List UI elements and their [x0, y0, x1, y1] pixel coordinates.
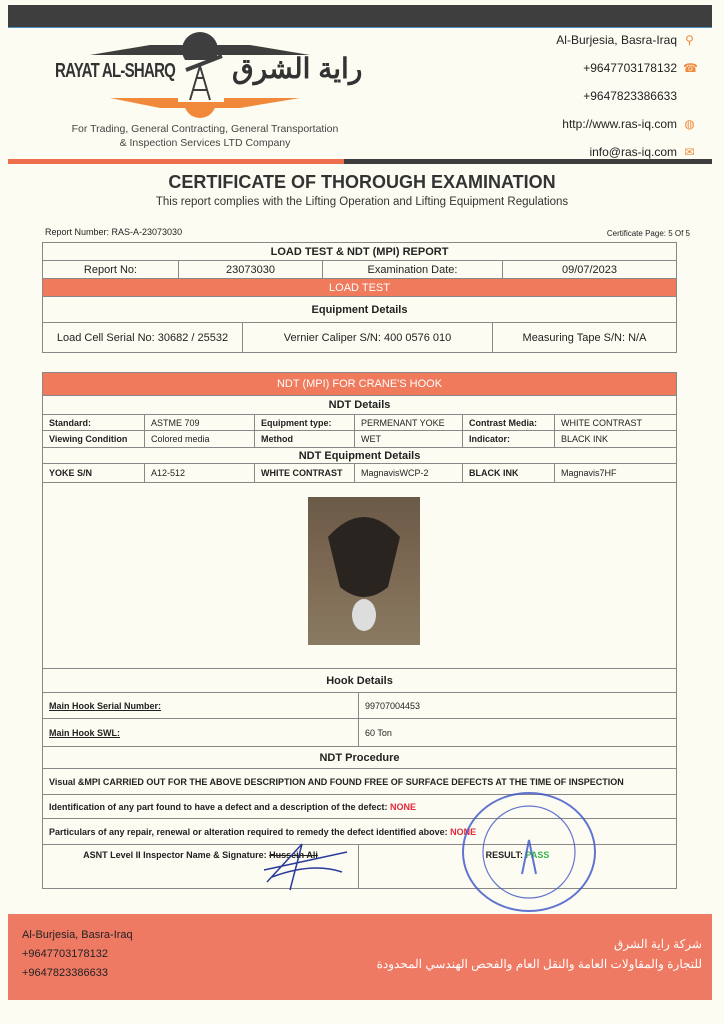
footer-arabic: [377, 934, 702, 974]
cell: WHITE CONTRAST: [555, 415, 677, 431]
footer-phone-2: +9647823386633: [22, 967, 108, 979]
load-cell-serial: Load Cell Serial No: 30682 / 25532: [43, 323, 243, 353]
tagline-line-2: & Inspection Services LTD Company: [119, 137, 291, 149]
cell: Method: [255, 431, 355, 448]
company-tagline: [40, 122, 370, 150]
exam-date-value: 09/07/2023: [503, 261, 677, 279]
caliper-serial: Vernier Caliper S/N: 400 0576 010: [243, 323, 493, 353]
location-pin-icon: ⚲: [685, 32, 694, 47]
cell: A12-512: [145, 464, 255, 483]
company-stamp-icon: [462, 792, 596, 912]
contact-phone-2: [556, 82, 696, 110]
ndt-details-row: [43, 431, 677, 448]
footer-ar-name: شركة راية الشرق: [613, 937, 702, 951]
footer-contacts: [22, 926, 133, 983]
cell: Contrast Media:: [463, 415, 555, 431]
ndt-heading: NDT (MPI) FOR CRANE'S HOOK: [43, 373, 677, 396]
ndt-procedure-heading: NDT Procedure: [43, 747, 677, 769]
signature-icon: [262, 842, 352, 892]
defect-label: Identification of any part found to have a defect and a description of the defect:: [49, 801, 391, 812]
equipment-details-heading: Equipment Details: [43, 297, 677, 323]
hook-swl-label: Main Hook SWL:: [43, 719, 359, 747]
globe-icon: ◍: [684, 116, 695, 131]
hook-swl-value: 60 Ton: [359, 719, 677, 747]
cell: WHITE CONTRAST: [255, 464, 355, 483]
mail-icon: ✉: [684, 144, 695, 159]
email-link[interactable]: info@ras-iq.com: [589, 145, 677, 159]
tagline-line-1: For Trading, General Contracting, General Transportation: [71, 123, 339, 135]
load-test-table: [42, 242, 677, 323]
logo-text-ar: راية الشرق: [232, 53, 363, 84]
phone-icon: ☎: [683, 60, 698, 75]
inspector-name: Hussein Ali: [269, 850, 318, 860]
cell: YOKE S/N: [43, 464, 145, 483]
cell: Magnavis7HF: [555, 464, 677, 483]
contact-phone-1: [556, 54, 696, 82]
top-bar: [8, 5, 712, 28]
ndt-equipment-row: [43, 464, 677, 483]
tape-serial: Measuring Tape S/N: N/A: [493, 323, 677, 353]
cell: Standard:: [43, 415, 145, 431]
cell: MagnavisWCP-2: [355, 464, 463, 483]
cell: ASTME 709: [145, 415, 255, 431]
page-title: CERTIFICATE OF THOROUGH EXAMINATION: [168, 172, 556, 192]
footer-address: Al-Burjesia, Basra-Iraq: [22, 929, 133, 941]
hook-serial-label: Main Hook Serial Number:: [43, 693, 359, 719]
repair-label: Particulars of any repair, renewal or alteration required to remedy the defect identified above:: [49, 826, 451, 837]
cell: Indicator:: [463, 431, 555, 448]
contact-list: [556, 26, 696, 166]
cell: BLACK INK: [555, 431, 677, 448]
defect-value: NONE: [390, 801, 417, 812]
hook-icon: [308, 497, 420, 645]
inspector-label: ASNT Level II Inspector Name & Signature:: [83, 850, 270, 860]
logo-text-en: RAYAT AL-SHARQ: [55, 60, 176, 82]
ndt-details-heading: NDT Details: [43, 396, 677, 415]
contact-website[interactable]: [556, 110, 696, 138]
certificate-page: Certificate Page: 5 Of 5: [606, 229, 690, 238]
report-no-label: Report No:: [43, 261, 179, 279]
result-label: RESULT:: [485, 850, 526, 860]
phone-text: +9647823386633: [583, 89, 677, 103]
footer-ar-desc: للتجارة والمقاولات العامة والنقل العام والفحص الهندسي المحدودة: [376, 957, 702, 971]
exam-date-label: Examination Date:: [323, 261, 503, 279]
report-number: Report Number: RAS-A-23073030: [45, 227, 183, 237]
page-subtitle: This report complies with the Lifting Operation and Lifting Equipment Regulations: [155, 196, 569, 208]
ndt-details-row: [43, 415, 677, 431]
load-test-section: LOAD TEST: [43, 279, 677, 297]
equipment-table: [42, 322, 677, 353]
cell: WET: [355, 431, 463, 448]
report-no-value: 23073030: [179, 261, 323, 279]
cell: Viewing Condition: [43, 431, 145, 448]
divider-dark: [344, 159, 712, 164]
phone-text: +9647703178132: [583, 61, 677, 75]
ndt-equipment-heading: NDT Equipment Details: [43, 448, 677, 464]
website-link[interactable]: http://www.ras-iq.com: [562, 117, 677, 131]
procedure-text: Visual &MPI CARRIED OUT FOR THE ABOVE DESCRIPTION AND FOUND FREE OF SURFACE DEFECTS AT THE TIME OF INSPECTION: [43, 769, 677, 795]
cell: PERMENANT YOKE: [355, 415, 463, 431]
contact-address: [556, 26, 696, 54]
divider-orange: [8, 159, 344, 164]
hook-photo: [308, 497, 420, 645]
load-test-heading: LOAD TEST & NDT (MPI) REPORT: [43, 243, 677, 261]
cell: BLACK INK: [463, 464, 555, 483]
address-text: Al-Burjesia, Basra-Iraq: [556, 33, 677, 47]
cell: Colored media: [145, 431, 255, 448]
footer-phone-1: +9647703178132: [22, 948, 108, 960]
cell: Equipment type:: [255, 415, 355, 431]
hook-serial-value: 99707004453: [359, 693, 677, 719]
result-value: PASS: [525, 850, 550, 860]
repair-value: NONE: [450, 826, 477, 837]
hook-details-heading: Hook Details: [43, 669, 677, 693]
